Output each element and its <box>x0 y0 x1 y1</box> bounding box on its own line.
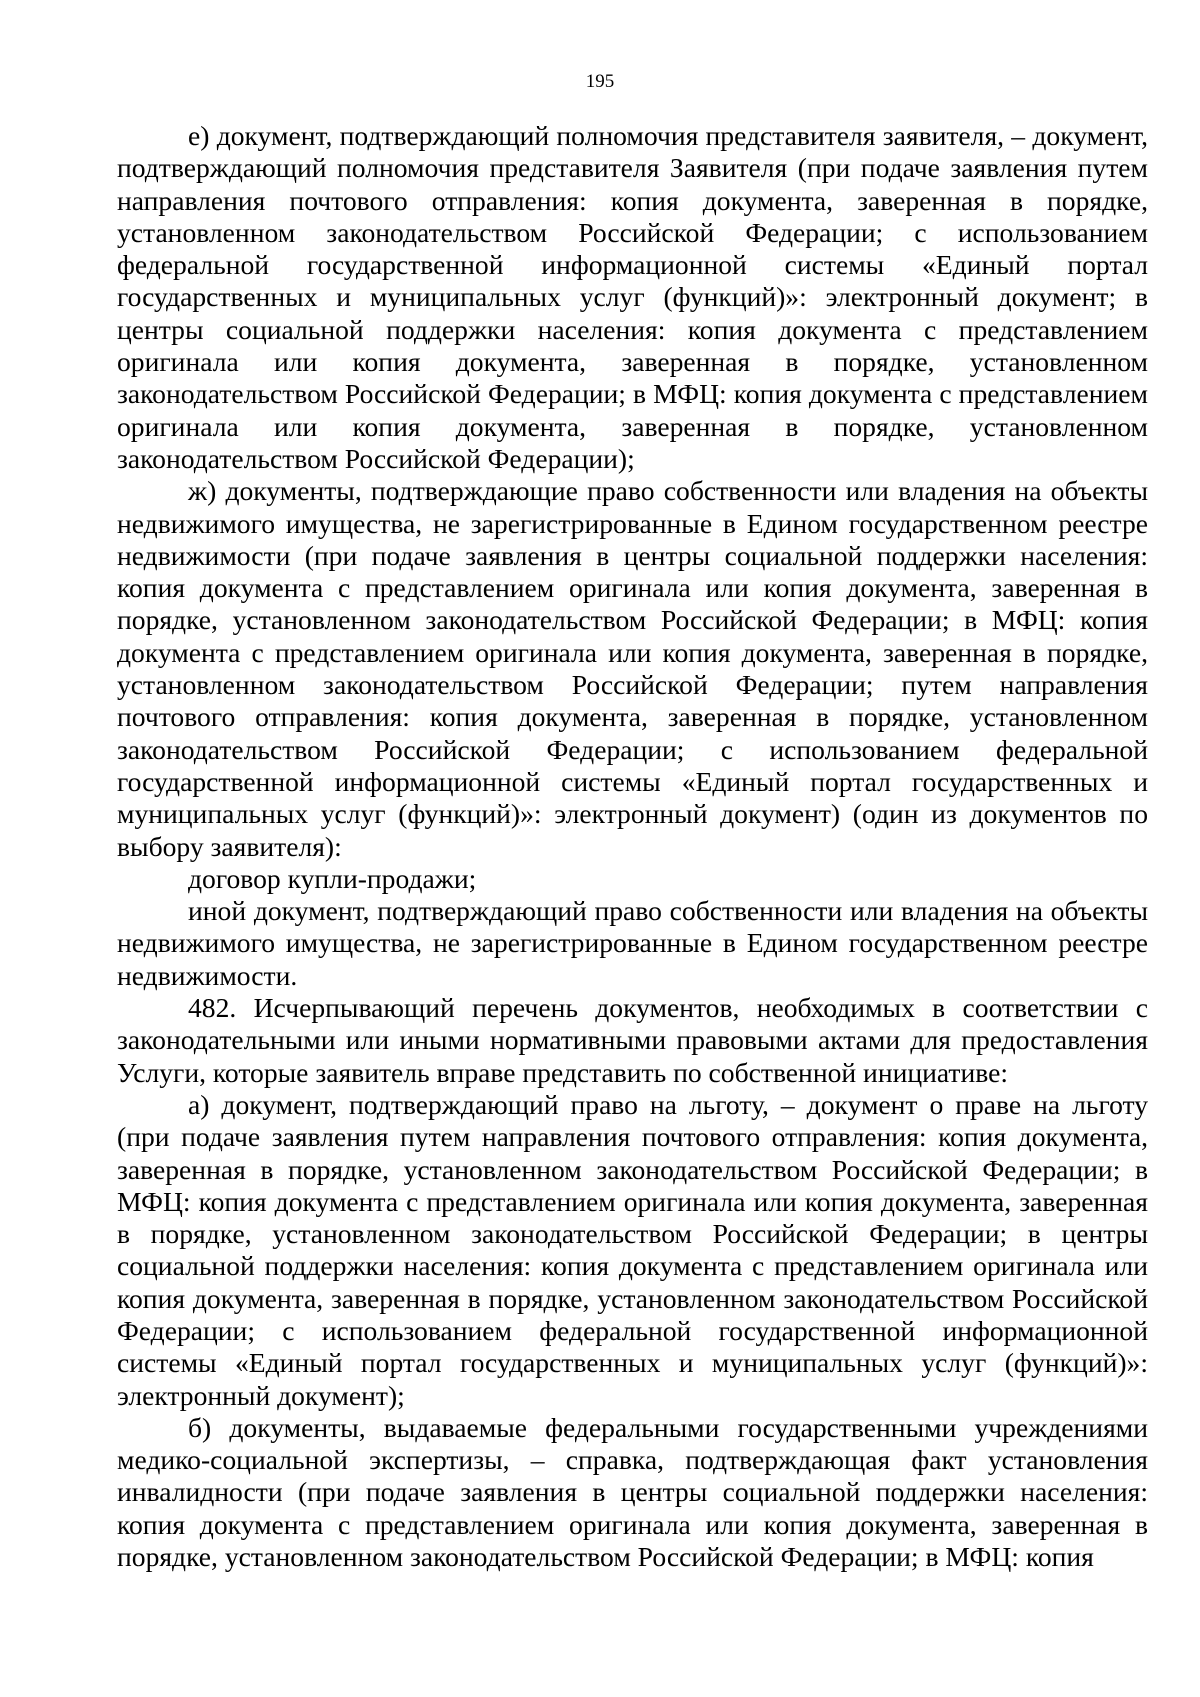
paragraph-item-e-representative-authority: е) документ, подтверждающий полномочия представителя заявителя, – документ, подтверждающий полномочия представителя Заявителя (при подаче заявления путем направления почтового отправления: копия документа, заверенная в порядке, установленном законодательством Российской Федерации; с использованием федеральной государственной информационной системы «Единый портал государственных и муниципальных услуг (функций)»: электронный документ; в центры социальной поддержки населения: копия документа с представлением оригинала или копия документа, заверенная в порядке, установленном законодательством Российской Федерации; в МФЦ: копия документа с представлением оригинала или копия документа, заверенная в порядке, установленном законодательством Российской Федерации); <box>117 120 1148 474</box>
paragraph-purchase-agreement: договор купли-продажи; <box>188 862 477 894</box>
paragraph-clause-482: 482. Исчерпывающий перечень документов, необходимых в соответствии с законодательными или иными нормативными правовыми актами для предоставления Услуги, которые заявитель вправе представить по собственной инициативе: <box>117 992 1148 1088</box>
paragraph-item-a-benefit-document: а) документ, подтверждающий право на льготу, – документ о праве на льготу (при подаче заявления путем направления почтового отправления: копия документа, заверенная в порядке, установленном законодательством Российской Федерации; в МФЦ: копия документа с представлением оригинала или копия документа, заверенная в порядке, установленном законодательством Российской Федерации; в центры социальной поддержки населения: копия документа с представлением оригинала или копия документа, заверенная в порядке, установленном законодательством Российской Федерации; с использованием федеральной государственной информационной системы «Единый портал государственных и муниципальных услуг (функций)»: электронный документ); <box>117 1088 1148 1411</box>
paragraph-item-zh-property-rights-documents: ж) документы, подтверждающие право собственности или владения на объекты недвижимого имущества, не зарегистрированные в Едином государственном реестре недвижимости (при подаче заявления в центры социальной поддержки населения: копия документа с представлением оригинала или копия документа, заверенная в порядке, установленном законодательством Российской Федерации; в МФЦ: копия документа с представлением оригинала или копия документа, заверенная в порядке, установленном законодательством Российской Федерации; путем направления почтового отправления: копия документа, заверенная в порядке, установленном законодательством Российской Федерации; с использованием федеральной государственной информационной системы «Единый портал государственных и муниципальных услуг (функций)»: электронный документ) (один из документов по выбору заявителя): <box>117 475 1148 862</box>
document-body <box>117 120 1148 1573</box>
paragraph-other-property-document: иной документ, подтверждающий право собственности или владения на объекты недвижимого имущества, не зарегистрированные в Едином государственном реестре недвижимости. <box>117 895 1148 991</box>
page-number: 195 <box>585 71 615 92</box>
paragraph-item-b-disability-certificate: б) документы, выдаваемые федеральными государственными учреждениями медико-социальной экспертизы, – справка, подтверждающая факт установления инвалидности (при подаче заявления в центры социальной поддержки населения: копия документа с представлением оригинала или копия документа, заверенная в порядке, установленном законодательством Российской Федерации; в МФЦ: копия <box>117 1411 1148 1573</box>
